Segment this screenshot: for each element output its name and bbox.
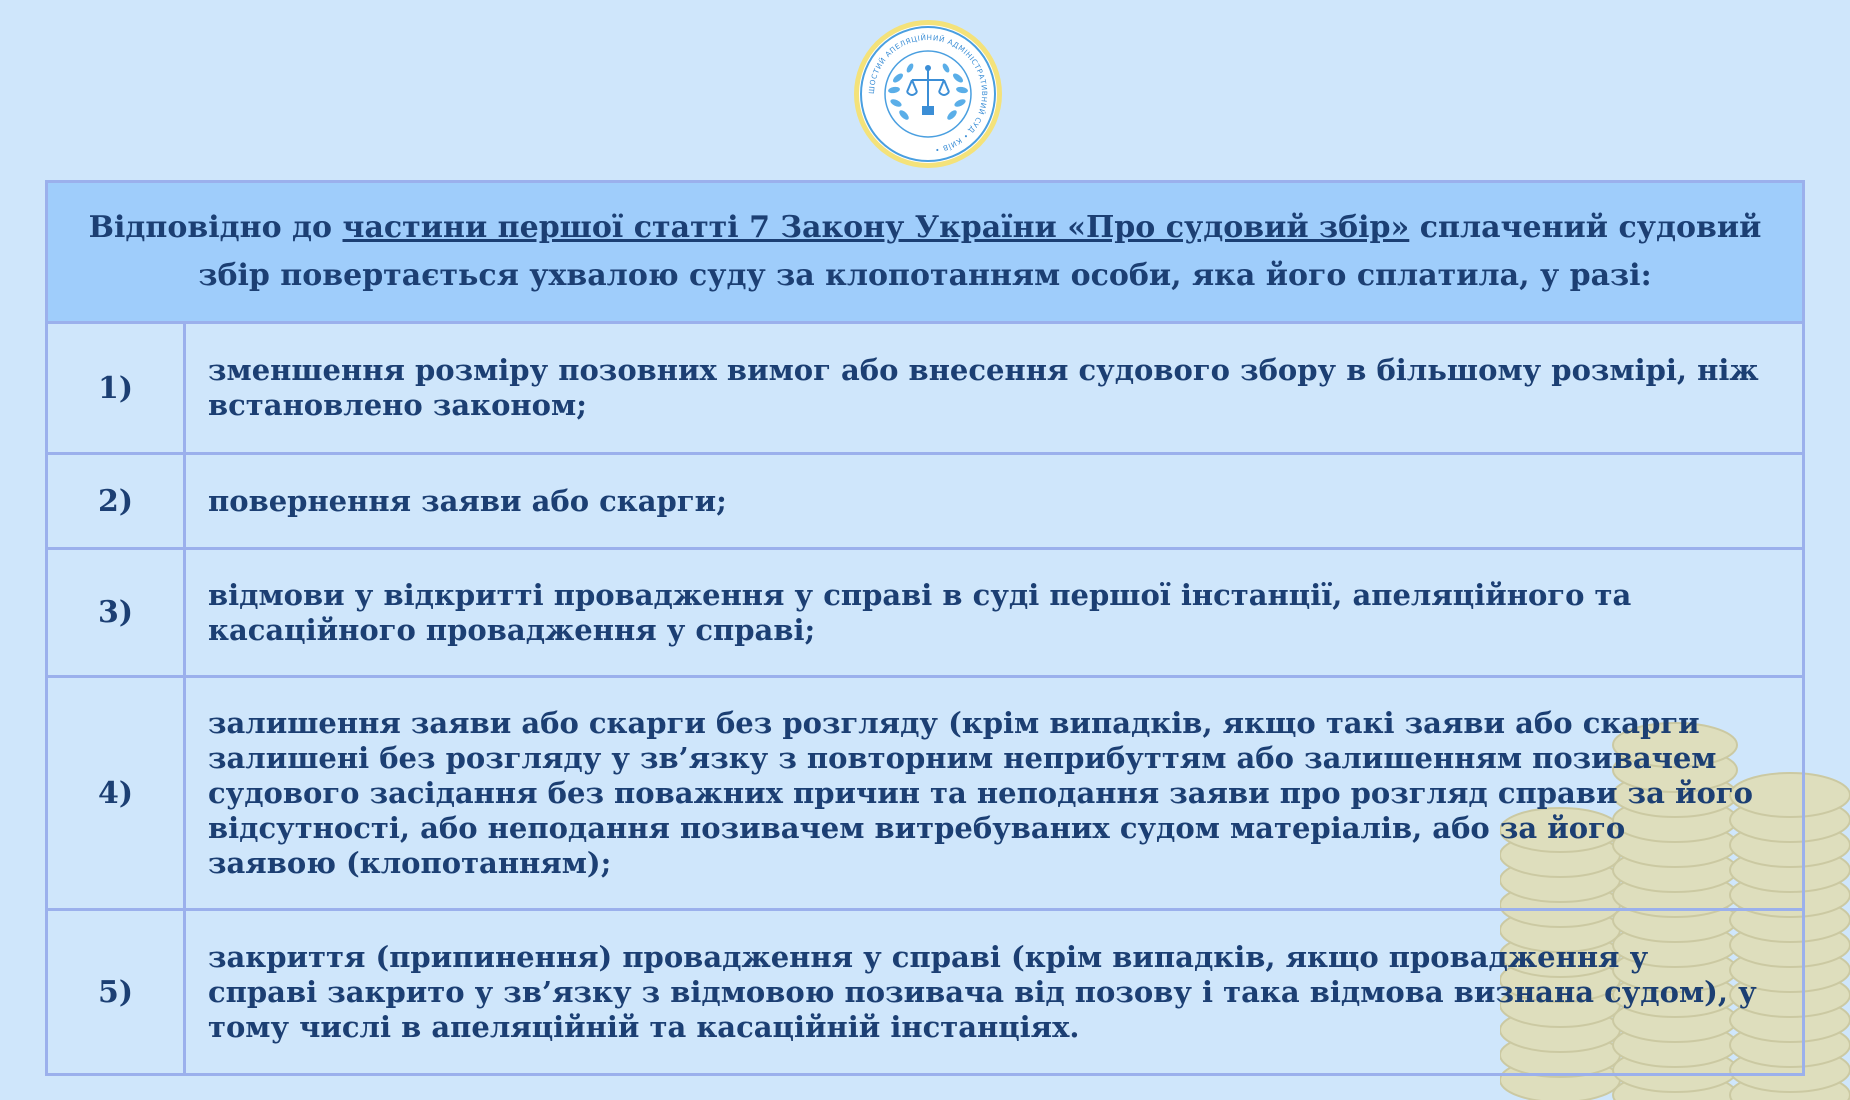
refund-conditions-table — [45, 180, 1805, 1076]
svg-text:ШОСТИЙ АПЕЛЯЦІЙНИЙ АДМІНІСТРАТ: ШОСТИЙ АПЕЛЯЦІЙНИЙ АДМІНІСТРАТИВНИЙ СУД • КИЇВ • — [866, 32, 990, 155]
table-row — [48, 678, 1802, 911]
table-row — [48, 324, 1802, 455]
row-text: залишення заяви або скарги без розгляду (крім випадків, якщо такі заяви або скарги залишені без розгляду у зв’язку з повторним неприбуттям або залишенням позивачем судового засідання без поважних причин та неподання заяви про розгляд справи за його відсутності, або неподання позивачем витребуваних судом матеріалів, або за його заявою (клопотанням); — [208, 705, 1753, 880]
row-text: зменшення розміру позовних вимог або внесення судового збору в більшому розмірі, ніж встановлено законом; — [208, 353, 1759, 422]
row-number: 2) — [48, 455, 186, 547]
header-text — [88, 204, 1762, 300]
header-prefix: Відповідно до — [88, 210, 343, 245]
row-number: 3) — [48, 550, 186, 675]
court-seal-icon — [852, 18, 1004, 170]
row-text: повернення заяви або скарги; — [208, 483, 727, 518]
table-header — [48, 183, 1802, 324]
row-number: 1) — [48, 324, 186, 452]
table-row — [48, 550, 1802, 678]
table-row — [48, 455, 1802, 550]
header-suffix: сплачений судовий збір повертається ухвалою суду за клопотанням особи, яка його сплатила, у разі: — [198, 210, 1762, 293]
row-number: 5) — [48, 911, 186, 1073]
table-row — [48, 911, 1802, 1073]
row-number: 4) — [48, 678, 186, 908]
law-reference-link[interactable]: частини першої статті 7 Закону України «Про судовий збір» — [342, 210, 1410, 245]
row-text: закриття (припинення) провадження у справі (крім випадків, якщо провадження у справі закрито у зв’язку з відмовою позивача від позову і така відмова визнана судом), у тому числі в апеляційній та касаційній інстанціях. — [208, 939, 1757, 1044]
row-text: відмови у відкритті провадження у справі в суді першої інстанції, апеляційного та касаційного провадження у справі; — [208, 577, 1632, 647]
